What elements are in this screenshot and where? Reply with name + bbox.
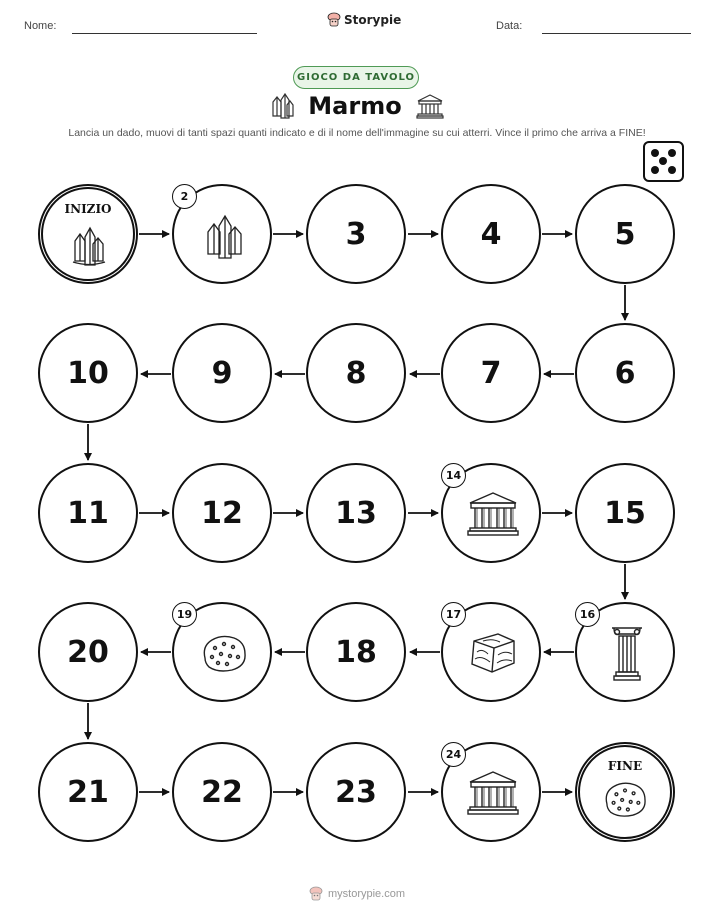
space-number: 2 (172, 184, 197, 209)
space-number: 20 (67, 634, 109, 670)
title-row (0, 92, 714, 120)
space-23 (306, 742, 406, 842)
instructions-text: Lancia un dado, muovi di tanti spazi quanti indicato e di il nome dell'immagine su cui atterri. Vince il primo che arriva a FINE! (68, 127, 646, 139)
space-number: 15 (604, 495, 646, 531)
end-label: FINE (607, 759, 643, 773)
crystal-icon (270, 92, 294, 120)
space-number: 22 (201, 774, 243, 810)
space-number: 9 (211, 355, 233, 391)
space-number: 19 (172, 602, 197, 627)
space-17 (441, 602, 541, 702)
temple-icon (416, 93, 444, 119)
name-label: Nome: (24, 20, 57, 32)
column-icon (610, 624, 644, 682)
space-8 (306, 323, 406, 423)
space-number: 14 (441, 463, 466, 488)
brand-name: Storypie (344, 13, 402, 27)
space-21 (38, 742, 138, 842)
space-7 (441, 323, 541, 423)
temple-icon (467, 770, 519, 816)
space-number: 10 (67, 355, 109, 391)
space-9 (172, 323, 272, 423)
space-24 (441, 742, 541, 842)
space-3 (306, 184, 406, 284)
space-14 (441, 463, 541, 563)
dice-icon (643, 141, 684, 182)
space-number: 17 (441, 602, 466, 627)
space-15 (575, 463, 675, 563)
space-13 (306, 463, 406, 563)
page-title: Marmo (308, 92, 402, 120)
game-type-badge: GIOCO DA TAVOLO (293, 66, 419, 89)
crystal-icon (71, 225, 107, 267)
date-label: Data: (496, 20, 523, 32)
space-end (575, 742, 675, 842)
space-18 (306, 602, 406, 702)
rock-icon (200, 632, 248, 674)
space-12 (172, 463, 272, 563)
space-number: 12 (201, 495, 243, 531)
footer-url[interactable]: mystorypie.com (327, 888, 406, 900)
space-number: 6 (614, 355, 636, 391)
space-10 (38, 323, 138, 423)
space-number: 5 (614, 216, 636, 252)
crystal-icon (204, 212, 244, 260)
temple-icon (467, 491, 519, 537)
name-line (72, 33, 257, 34)
space-11 (38, 463, 138, 563)
space-number: 13 (335, 495, 377, 531)
space-number: 4 (480, 216, 502, 252)
space-4 (441, 184, 541, 284)
space-number: 16 (575, 602, 600, 627)
space-2 (172, 184, 272, 284)
space-6 (575, 323, 675, 423)
space-5 (575, 184, 675, 284)
storypie-mascot-icon (327, 12, 341, 28)
storypie-mascot-icon (309, 886, 323, 902)
date-line (542, 33, 691, 34)
space-20 (38, 602, 138, 702)
rock-icon (602, 779, 648, 819)
space-number: 23 (335, 774, 377, 810)
space-16 (575, 602, 675, 702)
space-number: 7 (480, 355, 502, 391)
space-number: 11 (67, 495, 109, 531)
space-number: 21 (67, 774, 109, 810)
marble-block-icon (468, 631, 518, 675)
footer (0, 886, 714, 902)
space-22 (172, 742, 272, 842)
space-number: 18 (335, 634, 377, 670)
space-number: 8 (345, 355, 367, 391)
start-label: INIZIO (64, 202, 112, 216)
space-start (38, 184, 138, 284)
space-number: 24 (441, 742, 466, 767)
space-number: 3 (345, 216, 367, 252)
brand-logo (327, 12, 401, 28)
space-19 (172, 602, 272, 702)
